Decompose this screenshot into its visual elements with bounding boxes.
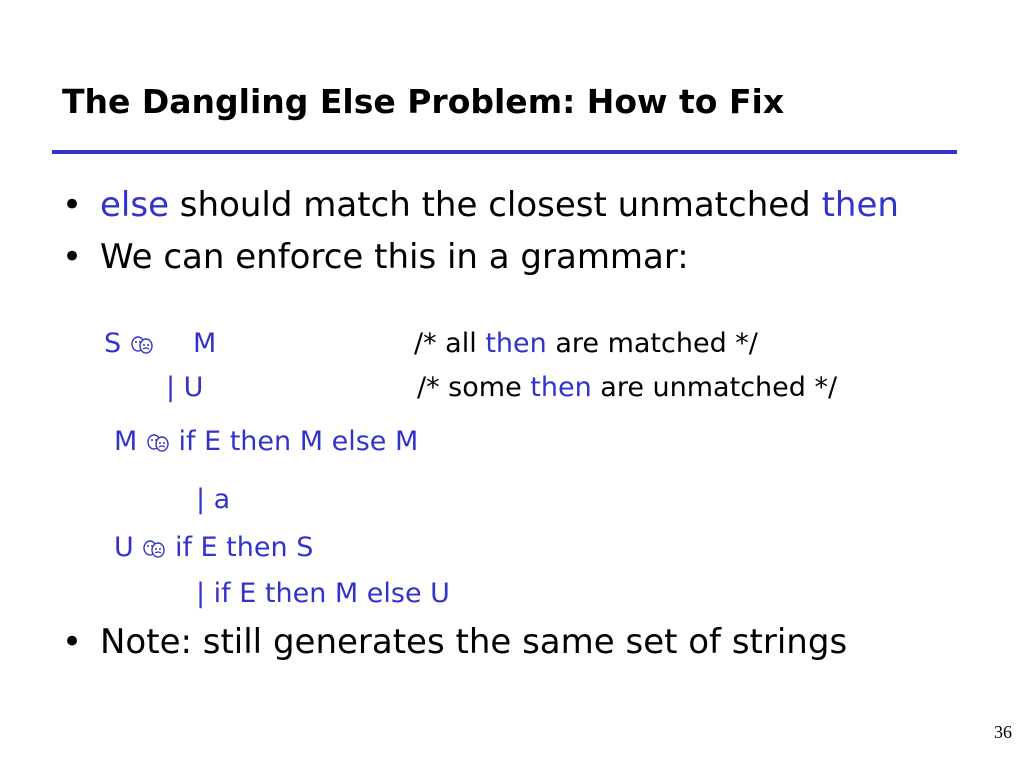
bullet-text: We can enforce this in a grammar: bbox=[100, 237, 689, 277]
rule-u-alt: | if E then M else U bbox=[196, 578, 450, 609]
comment-text: are matched */ bbox=[546, 328, 758, 359]
keyword-then: then bbox=[821, 185, 899, 225]
rule-s-rhs-m: M bbox=[193, 328, 217, 359]
comment-text: /* some bbox=[417, 372, 531, 403]
rule-m-rhs: if E then M else M bbox=[178, 426, 419, 457]
slide-title: The Dangling Else Problem: How to Fix bbox=[62, 82, 785, 121]
theatre-masks-icon bbox=[142, 540, 166, 558]
bullet-text: Note: still generates the same set of strings bbox=[100, 622, 848, 662]
bullet-dot: • bbox=[62, 185, 83, 225]
theatre-masks-icon bbox=[146, 434, 170, 452]
nonterminal-s: S bbox=[104, 328, 122, 359]
comment-keyword-then: then bbox=[485, 328, 547, 359]
bullet-text: should match the closest unmatched bbox=[169, 185, 822, 225]
bullet-dot: • bbox=[62, 622, 83, 662]
bullet-dot: • bbox=[62, 237, 83, 277]
nonterminal-u: U bbox=[114, 532, 134, 563]
comment-text: /* all bbox=[414, 328, 486, 359]
page-number: 36 bbox=[994, 722, 1012, 742]
comment-keyword-then: then bbox=[530, 372, 592, 403]
rule-u-rhs: if E then S bbox=[174, 532, 314, 563]
theatre-masks-icon bbox=[130, 336, 154, 354]
bullet-enforce-grammar bbox=[62, 237, 689, 277]
nonterminal-m: M bbox=[114, 426, 138, 457]
comment-all-matched bbox=[414, 328, 758, 359]
rule-m-alt-a: | a bbox=[196, 484, 231, 515]
bullet-note bbox=[62, 622, 847, 662]
rule-u bbox=[114, 532, 313, 563]
bullet-else-match bbox=[62, 185, 899, 225]
comment-text: are unmatched */ bbox=[591, 372, 838, 403]
title-underline bbox=[52, 150, 957, 154]
rule-m bbox=[114, 426, 418, 457]
keyword-else: else bbox=[100, 185, 169, 225]
rule-s-alt-u: | U bbox=[166, 372, 204, 403]
comment-some-unmatched bbox=[417, 372, 837, 403]
rule-s-lhs bbox=[104, 328, 154, 359]
